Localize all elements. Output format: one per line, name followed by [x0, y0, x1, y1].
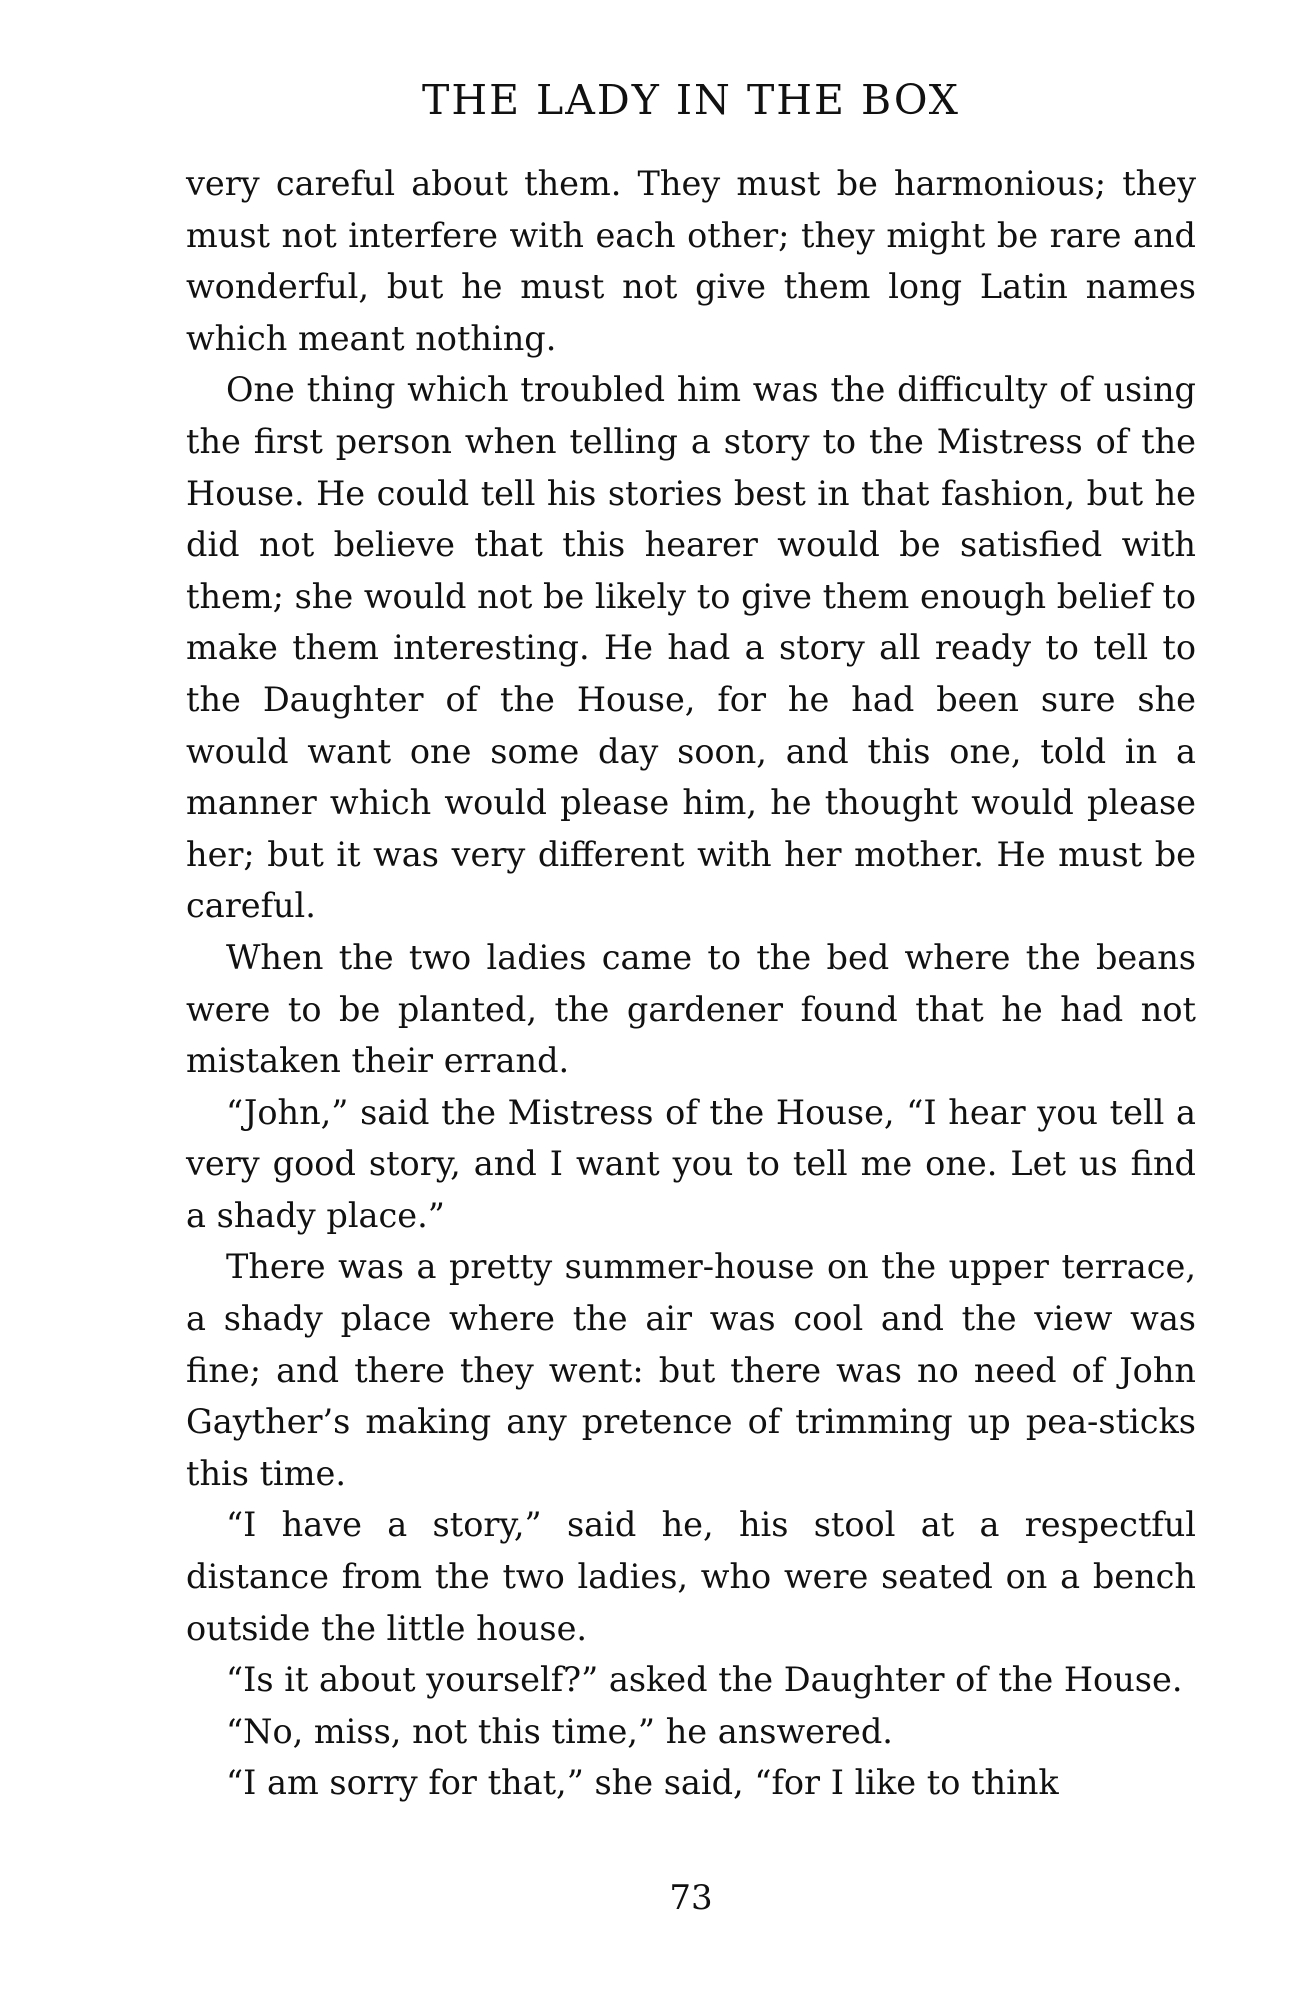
paragraph-dialogue: “I have a story,” said he, his stool at a respectful distance from the two ladies, who were seated on a bench outside the little house. [186, 1505, 1196, 1648]
running-head: THE LADY IN THE BOX [421, 76, 960, 124]
paragraph-dialogue: “Is it about yourself?” asked the Daughter of the House. [226, 1660, 1183, 1700]
paragraph-dialogue: “I am sorry for that,” she said, “for I like to think [226, 1763, 1059, 1803]
paragraph: One thing which troubled him was the difficulty of using the first person when telling a story to the Mistress of the House. He could tell his stories best in that fashion, but he did not believe that this hearer would be satisfied with them; she would not be likely to give them enough belief to make them interesting. He had a story all ready to tell to the Daughter of the House, for he had been sure she would want one some day soon, and this one, told in a manner which would please him, he thought would please her; but it was very different with her mother. He must be careful. [186, 370, 1196, 926]
paragraph-dialogue: “John,” said the Mistress of the House, “I hear you tell a very good story, and I want you to tell me one. Let us find a shady place.” [186, 1092, 1196, 1235]
body-text [186, 158, 1196, 1809]
paragraph-continued: very careful about them. They must be harmonious; they must not interfere with each other; they might be rare and wonderful, but he must not give them long Latin names which meant nothing. [186, 164, 1196, 358]
paragraph: When the two ladies came to the bed where the beans were to be planted, the gardener found that he had not mistaken their errand. [186, 937, 1196, 1081]
paragraph: There was a pretty summer-house on the upper terrace, a shady place where the air was cool and the view was fine; and there they went: but there was no need of John Gayther’s making any pretence of trimming up pea-sticks this time. [186, 1247, 1196, 1493]
paragraph-dialogue: “No, miss, not this time,” he answered. [226, 1711, 893, 1751]
page-number: 73 [669, 1878, 713, 1918]
